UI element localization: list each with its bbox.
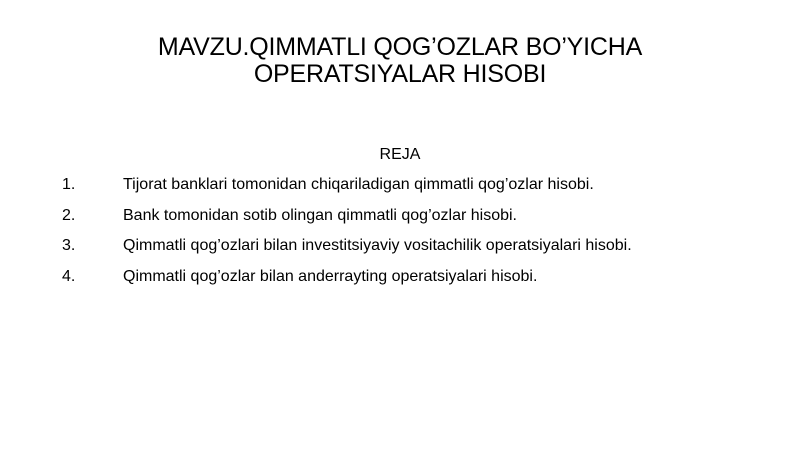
list-item: [62, 266, 762, 297]
slide-title-line-1: MAVZU.QIMMATLI QOG’OZLAR BO’YICHA: [157, 33, 643, 61]
list-item-number: 1.: [62, 176, 76, 193]
list-item-number: 2.: [62, 206, 76, 224]
list-item-number: 4.: [62, 267, 76, 285]
list-item-text: Qimmatli qog’ozlari bilan investitsiyaviy vositachilik operatsiyalari hisobi.: [123, 237, 632, 254]
list-item-number: 3.: [62, 237, 76, 254]
list-item: [62, 174, 762, 205]
list-item-text: Qimmatli qog’ozlar bilan anderrayting operatsiyalari hisobi.: [123, 267, 538, 285]
slide-title: [60, 34, 740, 88]
slide-title-line-2: OPERATSIYALAR HISOBI: [253, 60, 547, 88]
list-item-text: Tijorat banklari tomonidan chiqariladigan qimmatli qog’ozlar hisobi.: [123, 176, 594, 193]
list-item: [62, 235, 762, 266]
plan-heading: REJA: [379, 146, 421, 163]
plan-list: [62, 174, 762, 296]
list-item: [62, 205, 762, 236]
list-item-text: Bank tomonidan sotib olingan qimmatli qog’ozlar hisobi.: [123, 206, 517, 224]
